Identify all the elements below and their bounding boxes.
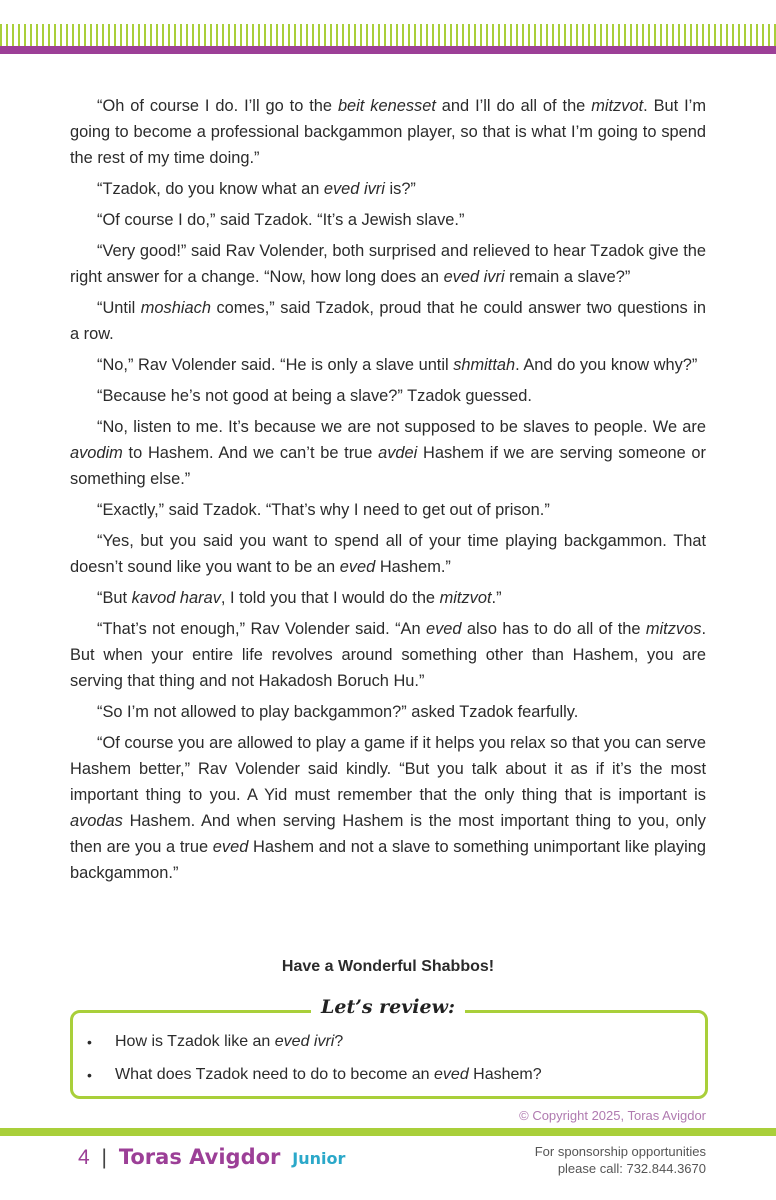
italic-term: avdei [378, 444, 418, 462]
story-text [70, 93, 706, 891]
text-run: “That’s not enough,” Rav Volender said. “An [97, 620, 426, 638]
text-run: “But [97, 589, 132, 607]
italic-term: mitzvot [591, 97, 644, 115]
footer-brand-block [78, 1145, 345, 1170]
italic-term: eved [434, 1066, 469, 1083]
text-run: “No,” Rav Volender said. “He is only a slave until [97, 356, 454, 374]
text-run: is?” [384, 180, 416, 198]
story-paragraph [70, 699, 706, 725]
review-question [87, 1029, 542, 1055]
review-question [87, 1062, 542, 1088]
italic-term: mitzvot [439, 589, 492, 607]
story-paragraph [70, 352, 706, 378]
text-run: Hashem. And when serving Hashem is the most important thing to you, only then are you a true [70, 812, 706, 856]
story-paragraph [70, 93, 706, 171]
story-paragraph [70, 730, 706, 886]
story-paragraph [70, 585, 706, 611]
text-run: ? [334, 1033, 344, 1050]
text-run: to Hashem. And we can’t be true [122, 444, 379, 462]
italic-term: moshiach [140, 299, 211, 317]
text-run: “Of course I do,” said Tzadok. “It’s a Jewish slave.” [97, 211, 465, 229]
page-number: 4 [78, 1146, 90, 1169]
text-run: “Tzadok, do you know what an [97, 180, 324, 198]
text-run: “Oh of course I do. I’ll go to the [97, 97, 338, 115]
review-box [70, 1010, 708, 1099]
text-run: What does Tzadok need to do to become an [115, 1066, 435, 1083]
italic-term: kavod harav [131, 589, 221, 607]
review-heading [0, 996, 776, 1018]
text-run: “So I’m not allowed to play backgammon?” asked Tzadok fearfully. [97, 703, 579, 721]
bottom-green-rule [0, 1128, 776, 1136]
italic-term: eved [212, 838, 249, 856]
text-run: “No, listen to me. It’s because we are not supposed to be slaves to people. We are [97, 418, 706, 436]
text-run: “Very good!” said Rav Volender, both surprised and relieved to hear Tzadok give the right answer for a change. “Now, how long does an [70, 242, 706, 286]
brand-logo-sub: Junior [292, 1149, 346, 1168]
story-paragraph [70, 295, 706, 347]
italic-term: mitzvos [645, 620, 702, 638]
text-run: .” [491, 589, 502, 607]
text-run: . But when your entire life revolves around something other than Hashem, you are serving that thing and not Hakadosh Boruch Hu.” [70, 620, 706, 690]
story-paragraph [70, 383, 706, 409]
italic-term: eved [339, 558, 376, 576]
story-paragraph [70, 528, 706, 580]
copyright-notice: © Copyright 2025, Toras Avigdor [519, 1108, 706, 1123]
text-run: . But I’m going to become a professional backgammon player, so that is what I’m going to spend the rest of my time doing.” [70, 97, 706, 167]
italic-term: eved ivri [443, 268, 505, 286]
text-run: “Until [97, 299, 141, 317]
sponsorship-line: For sponsorship opportunities [534, 1144, 706, 1159]
sponsorship-phone: please call: 732.844.3670 [557, 1161, 706, 1176]
text-run: also has to do all of the [461, 620, 646, 638]
text-run: Hashem and not a slave to something unimportant like playing backgammon.” [70, 838, 706, 882]
closing-greeting: Have a Wonderful Shabbos! [281, 958, 495, 975]
text-run: , I told you that I would do the [220, 589, 440, 607]
bullet-icon: • [87, 1067, 92, 1083]
story-paragraph [70, 176, 706, 202]
bullet-icon: • [87, 1034, 92, 1050]
text-run: and I’ll do all of the [435, 97, 592, 115]
story-paragraph [70, 207, 706, 233]
text-run: “Yes, but you said you want to spend all of your time playing backgammon. That doesn’t sound like you want to be an [70, 532, 706, 576]
text-run: “Of course you are allowed to play a game if it helps you relax so that you can serve Hashem better,” Rav Volender said kindly. “But you talk about it as if it’s the most important thing to you. A Yid must remember that the only thing that is important is [70, 734, 706, 804]
story-paragraph [70, 497, 706, 523]
italic-term: beit kenesset [337, 97, 436, 115]
italic-term: avodim [70, 444, 123, 462]
review-title: Let’s review: [311, 996, 465, 1018]
italic-term: avodas [70, 812, 123, 830]
text-run: Hashem? [468, 1066, 542, 1083]
italic-term: eved ivri [274, 1033, 335, 1050]
text-run: remain a slave?” [504, 268, 631, 286]
text-run: comes,” said Tzadok, proud that he could answer two questions in a row. [70, 299, 706, 343]
footer-separator: | [101, 1146, 107, 1169]
text-run: Hashem.” [375, 558, 451, 576]
top-decorative-stripes [0, 24, 776, 46]
text-run: “Because he’s not good at being a slave?” Tzadok guessed. [97, 387, 532, 405]
top-purple-rule [0, 46, 776, 54]
text-run: . And do you know why?” [515, 356, 698, 374]
text-run: “Exactly,” said Tzadok. “That’s why I need to get out of prison.” [97, 501, 550, 519]
italic-term: shmittah [453, 356, 516, 374]
text-run: How is Tzadok like an [115, 1033, 275, 1050]
sponsorship-info [535, 1143, 706, 1177]
story-paragraph [70, 238, 706, 290]
text-run: Hashem if we are serving someone or something else.” [70, 444, 706, 488]
story-paragraph [70, 414, 706, 492]
brand-logo: Toras Avigdor [118, 1145, 281, 1169]
review-questions [87, 1029, 542, 1095]
story-paragraph [70, 616, 706, 694]
italic-term: eved ivri [323, 180, 385, 198]
italic-term: eved [425, 620, 462, 638]
